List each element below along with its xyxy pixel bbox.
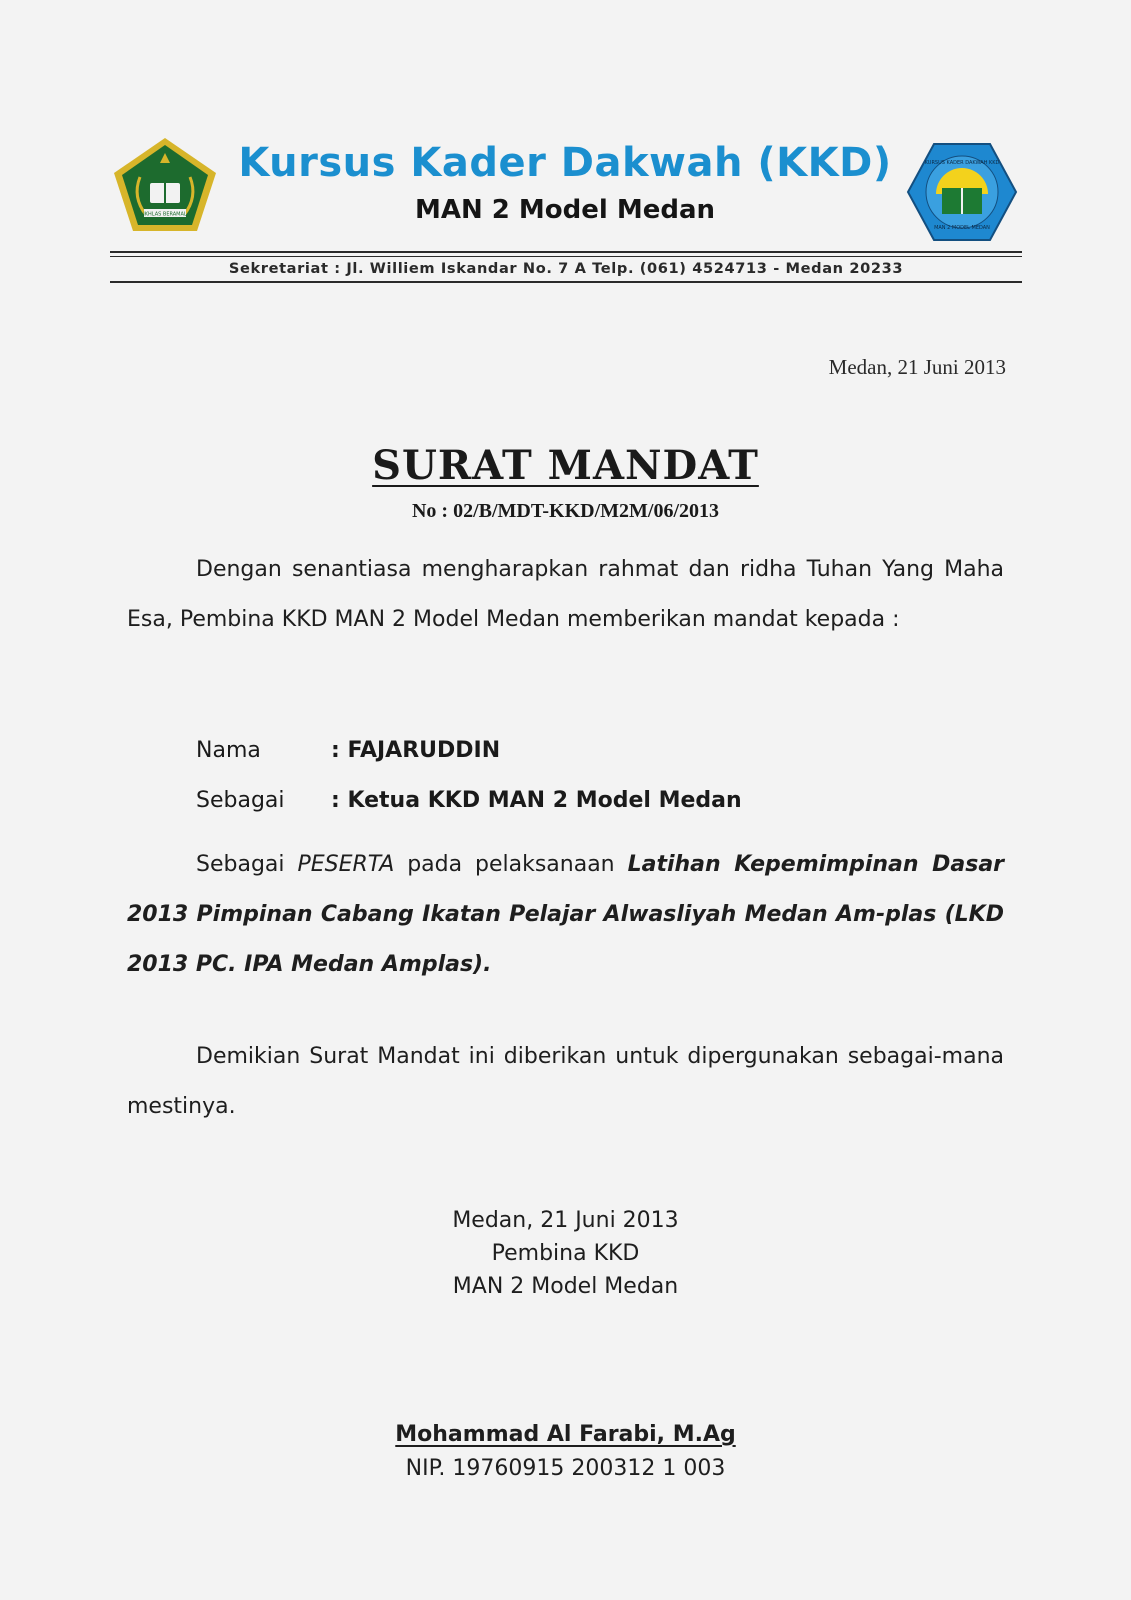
ministry-emblem-icon — [110, 135, 220, 235]
secretariat-address: Sekretariat : Jl. Williem Iskandar No. 7 A Telp. (061) 4524713 - Medan 20233 — [228, 260, 904, 277]
letter-date: Medan, 21 Juni 2013 — [828, 355, 1006, 379]
document-title — [0, 442, 1131, 489]
signature-place-date: Medan, 21 Juni 2013 — [452, 1208, 679, 1233]
opening-text: Dengan senantiasa mengharapkan rahmat dan ridha Tuhan Yang Maha Esa, Pembina KKD MAN 2 Model Medan memberikan mandat kepada : — [127, 557, 1004, 632]
signer-name-text: Mohammad Al Farabi, M.Ag — [395, 1422, 736, 1447]
header-divider — [110, 251, 1022, 253]
field-name-value: : FAJARUDDIN — [331, 738, 501, 763]
svg-text:KURSUS KADER DAKWAH KKD: KURSUS KADER DAKWAH KKD — [924, 160, 1000, 166]
organization-title: Kursus Kader Dakwah (KKD) — [238, 140, 892, 186]
closing-paragraph — [127, 1032, 1004, 1132]
organization-subtitle: MAN 2 Model Medan — [414, 195, 716, 225]
address-divider — [110, 281, 1022, 283]
signature-position-line1: Pembina KKD — [491, 1241, 640, 1266]
svg-text:MAN 2 MODEL MEDAN: MAN 2 MODEL MEDAN — [934, 225, 990, 231]
header-divider-thin — [110, 256, 1022, 257]
opening-paragraph — [127, 545, 1004, 645]
closing-text: Demikian Surat Mandat ini diberikan untuk dipergunakan sebagai-mana mestinya. — [127, 1044, 1004, 1119]
field-role-label: Sebagai — [196, 788, 285, 813]
field-role-value: : Ketua KKD MAN 2 Model Medan — [331, 788, 742, 813]
signature-position-line2: MAN 2 Model Medan — [452, 1274, 679, 1299]
purpose-mid: pada pelaksanaan — [407, 852, 615, 877]
document-title-text: SURAT MANDAT — [372, 442, 759, 489]
signer-nip: NIP. 19760915 200312 1 003 — [405, 1456, 726, 1481]
field-role — [196, 788, 742, 813]
svg-text:IKHLAS BERAMAL: IKHLAS BERAMAL — [143, 211, 187, 218]
purpose-paragraph — [127, 840, 1004, 990]
field-name — [196, 738, 500, 763]
purpose-event: Latihan Kepemimpinan Dasar 2013 Pimpinan Cabang Ikatan Pelajar Alwasliyah Medan Am-plas (LKD 2013 PC. IPA Medan Amplas). — [127, 852, 1005, 977]
kkd-emblem-icon — [906, 142, 1018, 242]
document-number: No : 02/B/MDT-KKD/M2M/06/2013 — [411, 500, 720, 522]
field-name-label: Nama — [196, 738, 261, 763]
purpose-role: PESERTA — [297, 852, 395, 877]
signer-name — [0, 1418, 1131, 1451]
purpose-lead: Sebagai — [196, 852, 285, 877]
